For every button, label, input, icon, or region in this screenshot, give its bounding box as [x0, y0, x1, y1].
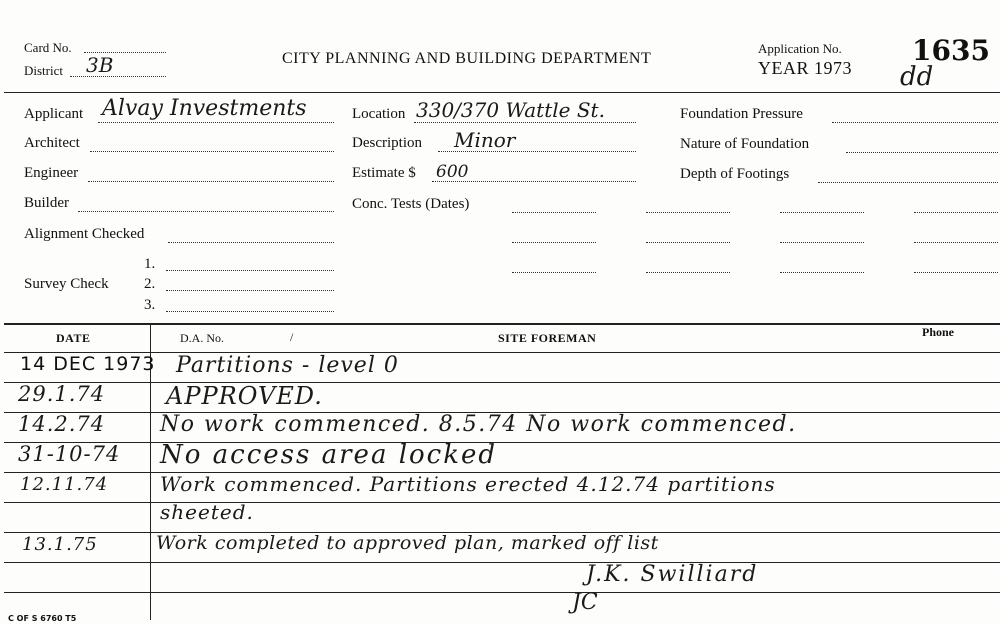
conc-line — [914, 212, 998, 213]
conc-line — [512, 272, 596, 273]
row-entry: Work completed to approved plan, marked off list — [156, 532, 659, 554]
description-value: Minor — [454, 128, 516, 152]
application-no-label: Application No. — [758, 41, 842, 56]
builder-line — [78, 211, 334, 212]
table-row-line — [4, 502, 1000, 503]
row-entry: No access area locked — [160, 440, 498, 470]
da-slash: / — [290, 330, 294, 344]
row-entry: No work commenced. 8.5.74 No work commenced. — [160, 412, 797, 437]
architect-line — [90, 151, 334, 152]
header-divider — [4, 92, 1000, 93]
conc-line — [780, 272, 864, 273]
form-code: C OF S 6760 T5 — [8, 614, 77, 623]
district-line — [70, 76, 166, 77]
row-date: 13.1.75 — [22, 534, 98, 555]
nature-foundation-label: Nature of Foundation — [680, 136, 810, 152]
district-value: 3B — [86, 53, 114, 77]
conc-line — [646, 272, 730, 273]
estimate-label: Estimate $ — [352, 165, 416, 181]
row-entry: APPROVED. — [166, 382, 323, 410]
date-header: DATE — [56, 331, 91, 345]
alignment-label: Alignment Checked — [24, 226, 145, 242]
conc-line — [646, 212, 730, 213]
location-label: Location — [352, 106, 406, 122]
conc-line — [914, 272, 998, 273]
table-top-rule — [4, 323, 1000, 325]
survey-label: Survey Check — [24, 276, 109, 292]
applicant-value: Alvay Investments — [102, 96, 307, 121]
foreman-header: SITE FOREMAN — [498, 331, 597, 345]
application-number: 1635 — [912, 34, 990, 67]
survey-num-2: 2. — [144, 276, 156, 292]
location-value: 330/370 Wattle St. — [416, 98, 605, 122]
row-date: 12.11.74 — [20, 474, 109, 495]
location-line — [414, 122, 636, 123]
foundation-pressure-line — [832, 122, 998, 123]
row-entry: Partitions - level 0 — [176, 353, 399, 378]
signature-initials: JC — [572, 590, 598, 615]
table-row-line — [4, 382, 1000, 383]
estimate-value: 600 — [436, 162, 469, 182]
da-header: D.A. No. — [180, 331, 224, 345]
applicant-label: Applicant — [24, 106, 84, 122]
phone-header: Phone — [922, 325, 955, 339]
conc-line — [780, 242, 864, 243]
survey-line-1 — [166, 270, 334, 271]
architect-label: Architect — [24, 135, 80, 151]
row-entry: Work commenced. Partitions erected 4.12.74 partitions — [160, 472, 776, 496]
applicant-line — [98, 122, 334, 123]
conc-line — [512, 212, 596, 213]
depth-footings-line — [818, 182, 998, 183]
engineer-label: Engineer — [24, 165, 79, 181]
row-date: 14 DEC 1973 — [20, 353, 156, 375]
row-entry: sheeted. — [160, 500, 254, 524]
conc-tests-label: Conc. Tests (Dates) — [352, 196, 470, 212]
department-title: CITY PLANNING AND BUILDING DEPARTMENT — [282, 50, 652, 67]
signature: J.K. Swilliard — [586, 562, 759, 587]
conc-line — [646, 242, 730, 243]
nature-foundation-line — [846, 152, 998, 153]
card-no-label: Card No. — [24, 40, 72, 55]
foundation-pressure-label: Foundation Pressure — [680, 106, 803, 122]
row-date: 29.1.74 — [18, 382, 106, 406]
table-row-line — [4, 562, 1000, 563]
conc-line — [914, 242, 998, 243]
builder-label: Builder — [24, 195, 69, 211]
year-label: YEAR 1973 — [758, 58, 852, 78]
survey-line-3 — [166, 311, 334, 312]
survey-line-2 — [166, 290, 334, 291]
row-date: 31-10-74 — [18, 442, 121, 466]
table-row-line — [4, 442, 1000, 443]
alignment-line — [168, 242, 334, 243]
survey-num-1: 1. — [144, 256, 156, 272]
depth-footings-label: Depth of Footings — [680, 166, 790, 182]
engineer-line — [88, 181, 334, 182]
conc-line — [780, 212, 864, 213]
conc-line — [512, 242, 596, 243]
initials-mark: dd — [900, 62, 934, 92]
row-date: 14.2.74 — [18, 412, 106, 436]
survey-num-3: 3. — [144, 297, 156, 313]
description-label: Description — [352, 135, 422, 151]
district-label: District — [24, 63, 63, 78]
table-row-line — [4, 592, 1000, 593]
